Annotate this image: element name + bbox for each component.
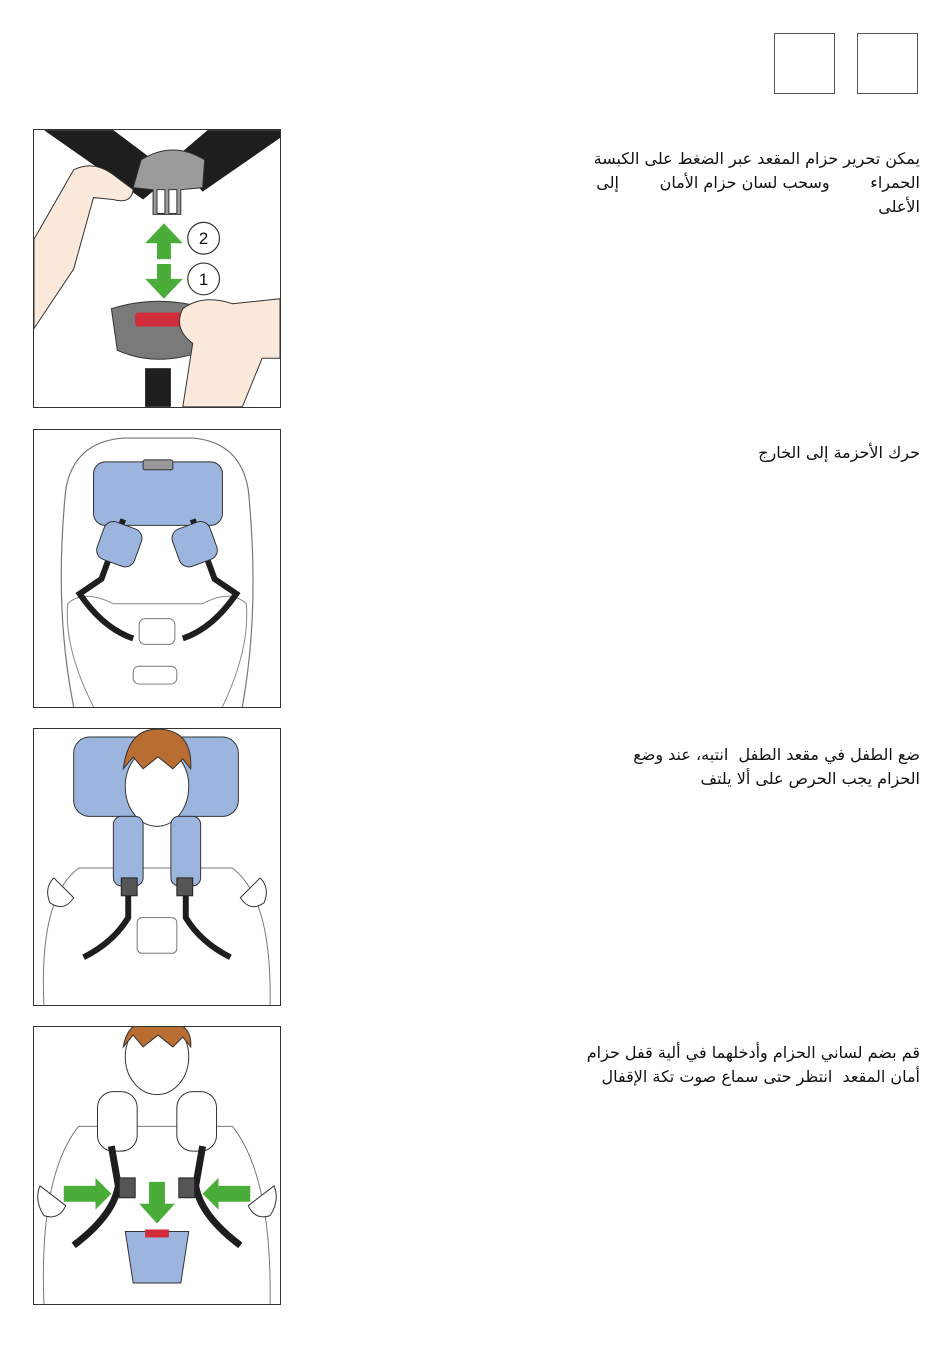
straps-outward-drawing [34,430,280,707]
left-hand [34,166,133,329]
buckle-release-drawing [34,130,280,407]
header-box-right [857,33,918,94]
arrow-down-icon [145,264,183,299]
right-tongue [177,878,193,896]
step1-line1: يمكن تحرير حزام المقعد عبر الضغط على الكبسة [593,149,920,168]
right-hand [179,299,280,407]
right-shoulder-pad [171,816,201,885]
marker-2-label: 2 [198,229,209,249]
step2-illustration [33,429,281,708]
release-button [135,313,183,327]
step3-illustration [33,728,281,1006]
release-button [145,1229,169,1237]
step2-line1: حرك الأحزمة إلى الخارج [758,443,920,462]
step3-line1: ضع الطفل في مقعد الطفل انتبه، عند وضع [633,745,920,764]
crotch-buckle [125,1231,188,1283]
header-box-left [774,33,835,94]
marker-1-label: 1 [198,269,209,289]
crotch-strap [145,368,171,407]
left-shoulder-pad [97,1092,137,1152]
buckle-close-drawing [34,1027,280,1304]
left-tongue [119,1178,135,1198]
step1-text [560,147,920,219]
step3-text [560,743,920,791]
step4-line2: أمان المقعد انتظر حتى سماع صوت تكة الإقفال [601,1067,920,1086]
child-in-seat-drawing [34,729,280,1005]
right-tongue [179,1178,195,1198]
step1-line3: الأعلى [878,197,920,216]
right-shoulder-pad [177,1092,217,1152]
step1-illustration [33,129,281,408]
step2-text [560,441,920,465]
step4-line1: قم بضم لساني الحزام وأدخلهما في ألية قفل حزام [586,1043,920,1062]
left-shoulder-pad [113,816,143,885]
left-tongue [121,878,137,896]
crotch-buckle [139,619,175,645]
arrow-up-icon [145,223,183,259]
child-body [43,868,270,1005]
step1-line2: الحمراء وسحب لسان حزام الأمان إلى [596,173,920,192]
right-shoulder-pad [169,519,220,570]
headrest-pad [94,462,223,525]
step4-illustration [33,1026,281,1305]
step4-text [560,1041,920,1089]
step3-line2: الحزام يجب الحرص على ألا يلتف [700,769,920,788]
left-shoulder-pad [94,519,145,570]
